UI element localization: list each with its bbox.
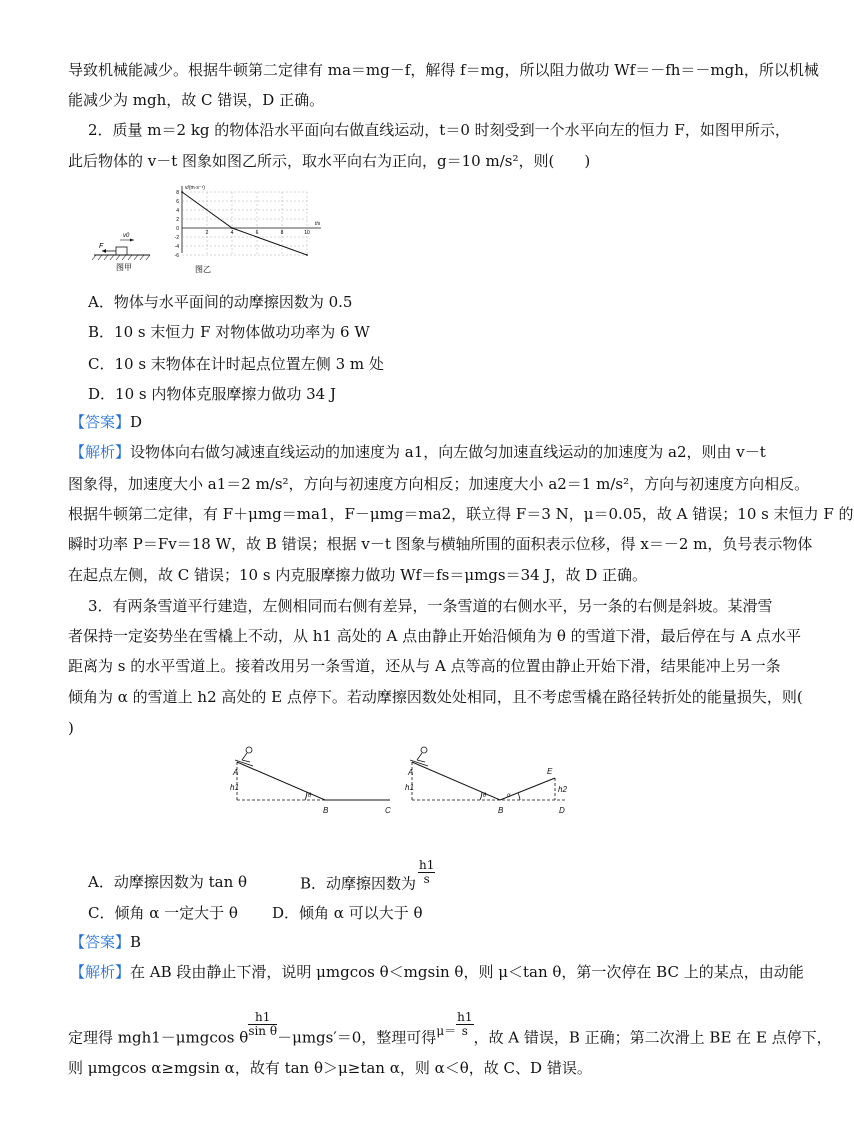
label-b-right: B (498, 806, 504, 815)
x-tick-label: 4 (230, 230, 234, 236)
analysis-3-line: 定理得 mgh1－μmgcos θ $\frac{h1}{\text{sin θ}}$ －μmgs′＝0，整理可得$^{\mu=}$ $\frac{h1}{s}$ ，故 A 错误，B 正确；第二次滑上 BE 在 E 点停下， (68, 1010, 832, 1047)
label-a-left: A (233, 768, 239, 777)
option-2-a: A．物体与水平面间的动摩擦因数为 0.5 (88, 293, 353, 311)
answer-label: 【答案】 (70, 933, 131, 951)
label-alpha-right: α (507, 793, 511, 799)
question-3-stem: 者保持一定姿势坐在雪橇上不动，从 h1 高处的 A 点由静止开始沿倾角为 θ 的雪道下滑，最后停在与 A 点水平 (68, 627, 802, 645)
v0-label: v0 (123, 233, 130, 239)
label-c-left: C (385, 806, 391, 815)
analysis-2-line: 在起点左侧，故 C 错误；10 s 内克服摩擦力做功 Wf＝fs＝μmgs＝34 J，故 D 正确。 (68, 566, 648, 584)
x-tick-label: 2 (205, 230, 209, 236)
option-3-a: A．动摩擦因数为 tan θ (88, 873, 248, 891)
answer-label: 【答案】 (70, 413, 131, 431)
label-a-right: A (408, 768, 414, 777)
analysis-2-line: 瞬时功率 P＝Fv＝18 W，故 B 错误；根据 v－t 图象与横轴所围的面积表示位移，得 x＝－2 m，负号表示物体 (68, 535, 813, 553)
block-shape (116, 247, 127, 255)
option-2-d: D．10 s 内物体克服摩擦力做功 34 J (88, 385, 336, 403)
figure-jia-caption: 图甲 (116, 263, 132, 272)
figure-2 (90, 180, 321, 275)
figure-2-svg (90, 180, 321, 275)
analysis-2-line: 图象得，加速度大小 a1＝2 m/s²，方向与初速度方向相反；加速度大小 a2＝1 m/s²，方向与初速度方向相反。 (68, 475, 810, 493)
y-tick-label: 4 (176, 208, 179, 214)
answer-3 (70, 931, 141, 953)
data-point (306, 254, 308, 256)
question-3-stem: 3．有两条雪道平行建造，左侧相同而右侧有差异，一条雪道的右侧水平，另一条的右侧是斜坡。某滑雪 (88, 597, 773, 615)
y-tick-label: 6 (176, 199, 179, 205)
option-3-c: C．倾角 α 一定大于 θ (88, 904, 238, 922)
question-3-stem: 距离为 s 的水平雪道上。接着改用另一条雪道，还从与 A 点等高的位置由静止开始下滑，结果能冲上另一条 (68, 657, 781, 675)
analysis-label: 【解析】 (70, 443, 131, 461)
label-e-right: E (547, 767, 553, 776)
figure-yi-caption: 图乙 (195, 265, 211, 274)
label-h1-right: h1 (405, 783, 414, 792)
force-label: F (99, 243, 104, 250)
fraction-mu: $\frac{h1}{s}$ (457, 1010, 473, 1038)
analysis-label: 【解析】 (70, 963, 131, 981)
figure-3 (225, 740, 610, 820)
x-axis-label: t/s (315, 221, 321, 227)
data-point (231, 227, 233, 229)
label-h1-left: h1 (230, 783, 239, 792)
x-tick-label: 8 (280, 230, 284, 236)
analysis-3-line: 则 μmgcos α≥mgsin α，故有 tan θ＞μ≥tan α，则 α＜θ，故 C、D 错误。 (68, 1059, 592, 1077)
x-tick-label: 10 (304, 230, 310, 236)
fraction-h1-over-s: $\frac{h1}{s}$ (419, 858, 435, 886)
y-tick-label: -2 (174, 235, 179, 241)
label-theta-right: θ (483, 793, 487, 799)
question-2-stem: 2．质量 m＝2 kg 的物体沿水平面向右做直线运动，t＝0 时刻受到一个水平向左的恒力 F，如图甲所示， (88, 121, 790, 139)
label-theta-left: θ (308, 793, 312, 799)
option-2-c: C．10 s 末物体在计时起点位置左侧 3 m 处 (88, 355, 384, 373)
figure-yi-chart (175, 185, 321, 259)
data-point (181, 191, 183, 193)
label-h2-right: h2 (558, 785, 567, 794)
answer-value: D (130, 413, 143, 431)
y-tick-label: -4 (174, 244, 179, 250)
velocity-line (182, 192, 307, 255)
option-3-d: D．倾角 α 可以大于 θ (272, 904, 423, 922)
y-tick-label: 0 (176, 226, 179, 232)
fraction-h1-over-sin: $\frac{h1}{\text{sin θ}}$ (248, 1010, 278, 1038)
answer-value: B (130, 933, 142, 951)
text-line: 能减少为 mgh，故 C 错误，D 正确。 (68, 91, 325, 109)
figure-jia (92, 233, 150, 272)
analysis-2-line: 根据牛顿第二定律，有 F＋μmg＝ma1，F－μmg＝ma2，联立得 F＝3 N，μ＝0.05，故 A 错误；10 s 末恒力 F 的 (68, 505, 854, 523)
question-3-stem: 倾角为 α 的雪道上 h2 高处的 E 点停下。若动摩擦因数处处相同，且不考虑雪橇在路径转折处的能量损失，则( (68, 688, 803, 706)
question-2-stem: 此后物体的 v－t 图象如图乙所示，取水平向右为正向，g＝10 m/s²，则( ) (68, 152, 591, 170)
label-b-left: B (323, 806, 329, 815)
y-tick-label: -6 (174, 253, 179, 259)
answer-2 (70, 411, 142, 433)
y-axis-label: v/(m·s⁻¹) (185, 185, 205, 191)
y-tick-label: 2 (176, 217, 179, 223)
option-3-b: B．动摩擦因数为 $\frac{h1}{s}$ (300, 858, 435, 893)
question-3-stem: ) (68, 719, 74, 737)
analysis-2-line: 【解析】设物体向右做匀减速直线运动的加速度为 a1，向左做匀加速直线运动的加速度为 a2，则由 v－t (70, 443, 766, 461)
x-tick-label: 6 (255, 230, 259, 236)
analysis-3-line: 【解析】在 AB 段由静止下滑，说明 μmgcos θ＜mgsin θ，则 μ＜tan θ，第一次停在 BC 上的某点，由动能 (70, 963, 804, 981)
label-d-right: D (559, 806, 565, 815)
y-tick-label: 8 (176, 190, 179, 196)
option-2-b: B．10 s 末恒力 F 对物体做功功率为 6 W (88, 323, 370, 341)
text-line: 导致机械能减少。根据牛顿第二定律有 ma＝mg－f，解得 f＝mg，所以阻力做功 Wf＝－fh＝－mgh，所以机械 (68, 61, 819, 79)
figure-3-svg (225, 740, 610, 820)
